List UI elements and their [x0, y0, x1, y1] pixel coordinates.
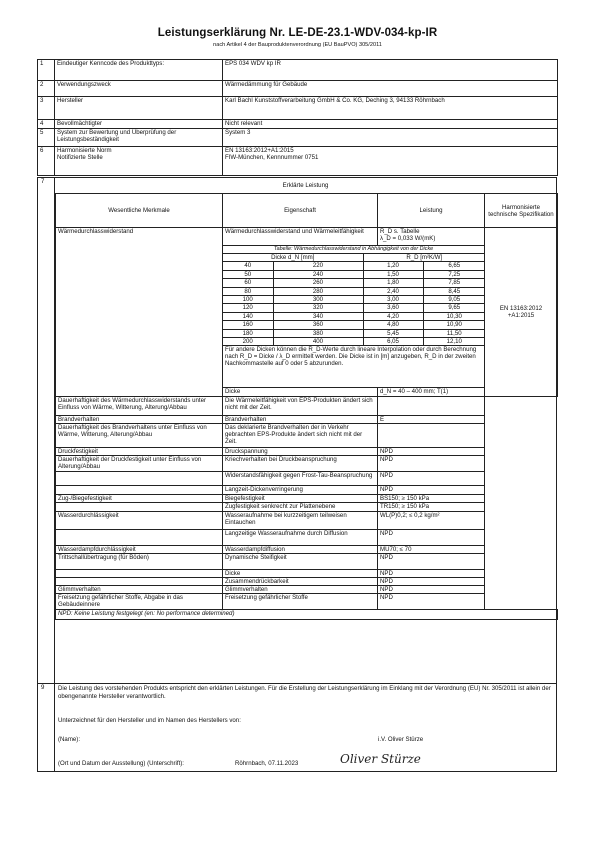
performance-cell: TR150; ≥ 150 kPa	[378, 503, 485, 512]
resistance-min: 1,20	[363, 262, 423, 270]
thickness-table-caption: Tabelle: Wärmedurchlasswiderstand in Abhängigkeit von der Dicke	[273, 246, 434, 252]
feature-cell: Dauerhaftigkeit des Brandverhaltens unter Einfluss von Wärme, Witterung, Alterung/Abbau	[56, 424, 223, 448]
feature-cell: Wasserdurchlässigkeit	[56, 512, 223, 530]
thickness-min: 140	[223, 312, 273, 320]
property-cell: Zugfestigkeit senkrecht zur Plattenebene	[223, 503, 378, 512]
resistance-max: 11,50	[423, 329, 485, 337]
signature: Oliver Stürze	[340, 752, 421, 766]
thickness-max: 320	[273, 304, 363, 312]
resistance-min: 2,40	[363, 287, 423, 295]
thickness-max: 240	[273, 270, 363, 278]
performance-row	[56, 472, 558, 486]
performance-rd: R_D s. Tabelle	[380, 228, 420, 235]
performance-row	[56, 397, 558, 416]
performance-cell: E	[378, 416, 485, 424]
npd-note: NPD: Keine Leistung festgelegt (en: No performance determined)	[56, 610, 558, 620]
feature-cell: Dauerhaftigkeit der Druckfestigkeit unter Einfluss von Alterung/Abbau	[56, 456, 223, 472]
signed-for-text: Unterzeichnet für den Hersteller und im Namen des Herstellers von:	[58, 717, 241, 724]
section-9	[37, 684, 557, 772]
thickness-row	[223, 321, 485, 329]
resistance-min: 3,60	[363, 304, 423, 312]
col-header-feature: Wesentliche Merkmale	[56, 194, 223, 228]
performance-cell: BS150; ≥ 150 kPa	[378, 495, 485, 503]
section-number: 9	[38, 684, 55, 771]
feature-cell	[56, 570, 223, 578]
performance-row	[56, 456, 558, 472]
resistance-header: R_D [m²K/W]	[363, 254, 485, 262]
performance-row	[56, 554, 558, 570]
resistance-min: 1,80	[363, 279, 423, 287]
feature-cell: Trittschallübertragung (für Böden)	[56, 554, 223, 570]
thickness-row	[223, 296, 485, 304]
row-number: 1	[38, 60, 55, 81]
resistance-min: 4,80	[363, 321, 423, 329]
performance-row	[56, 503, 558, 512]
feature-cell	[56, 472, 223, 486]
resistance-max: 9,05	[423, 296, 485, 304]
feature-cell: Freisetzung gefährlicher Stoffe, Abgabe in das Gebäudeinnere	[56, 594, 223, 610]
thickness-row	[223, 279, 485, 287]
document-subtitle: nach Artikel 4 der Bauproduktenverordnung (EU BauPVO) 305/2011	[213, 42, 382, 48]
property-cell: Wasseraufnahme bei kurzzeitigem teilweisen Eintauchen	[223, 512, 378, 530]
thickness-min: 200	[223, 338, 273, 346]
thickness-max: 400	[273, 338, 363, 346]
property-cell: Die Wärmeleitfähigkeit von EPS-Produkten ändert sich nicht mit der Zeit.	[223, 397, 378, 416]
property-cell: Langzeitige Wasseraufnahme durch Diffusion	[223, 530, 378, 546]
performance-cell: MU70; ≤ 70	[378, 546, 485, 554]
feature-cell: Glimmverhalten	[56, 586, 223, 594]
row-number: 4	[38, 120, 55, 129]
name-value: i.V. Oliver Stürze	[378, 736, 424, 743]
feature-cell: Brandverhalten	[56, 416, 223, 424]
property-cell: Brandverhalten	[223, 416, 378, 424]
resistance-min: 5,45	[363, 329, 423, 337]
row-value: EPS 034 WDV kp IR	[223, 60, 558, 81]
thickness-row	[223, 338, 485, 346]
thickness-row	[223, 262, 485, 270]
performance-cell: NPD	[378, 586, 485, 594]
resistance-max: 7,25	[423, 270, 485, 278]
col-header-spec: Harmonisierte technische Spezifikation	[485, 194, 558, 228]
row-value: System 3	[223, 129, 558, 147]
resistance-max: 6,65	[423, 262, 485, 270]
feature-cell	[56, 578, 223, 586]
feature-cell: Druckfestigkeit	[56, 448, 223, 456]
resistance-min: 4,20	[363, 312, 423, 320]
feature-thermal: Wärmedurchlasswiderstand	[56, 228, 223, 397]
thickness-min: 100	[223, 296, 273, 304]
thickness-max: 380	[273, 329, 363, 337]
document-title: Leistungserklärung Nr. LE-DE-23.1-WDV-034-kp-IR	[157, 27, 438, 39]
row-label: System zur Bewertung und Überprüfung der Leistungsbeständigkeit	[55, 129, 223, 147]
performance-cell: NPD	[378, 486, 485, 495]
thickness-min: 80	[223, 287, 273, 295]
thickness-row	[223, 329, 485, 337]
performance-thermal	[378, 228, 485, 246]
col-header-property: Eigenschaft	[223, 194, 378, 228]
row-value: Karl Bachl Kunststoffverarbeitung GmbH & Co. KG, Deching 3, 94133 Röhrnbach	[223, 97, 558, 120]
feature-cell	[56, 530, 223, 546]
section-number: 7	[38, 178, 55, 683]
performance-cell: NPD	[378, 554, 485, 570]
resistance-min: 6,05	[363, 338, 423, 346]
row-label: Eindeutiger Kenncode des Produkttyps:	[55, 60, 223, 81]
feature-cell: Zug-/Biegefestigkeit	[56, 495, 223, 503]
performance-row	[56, 424, 558, 448]
performance-cell	[378, 424, 485, 448]
performance-row	[56, 486, 558, 495]
resistance-max: 10,90	[423, 321, 485, 329]
property-cell: Dynamische Steifigkeit	[223, 554, 378, 570]
feature-cell: Dauerhaftigkeit des Wärmedurchlasswiderstands unter Einfluss von Wärme, Witterung, Alterung/Abbau	[56, 397, 223, 416]
thickness-header: Dicke d_N [mm]	[223, 254, 363, 262]
performance-cell: WL(P)0,2; ≤ 0,2 kg/m²	[378, 512, 485, 530]
property-cell: Langzeit-Dickenverringerung	[223, 486, 378, 495]
property-cell: Glimmverhalten	[223, 586, 378, 594]
performance-thickness: d_N = 40 – 400 mm; T(1)	[378, 388, 485, 397]
property-cell: Freisetzung gefährlicher Stoffe	[223, 594, 378, 610]
name-label: (Name):	[58, 736, 81, 743]
thickness-min: 60	[223, 279, 273, 287]
performance-row	[56, 416, 558, 424]
property-cell: Das deklarierte Brandverhalten der in Verkehr gebrachten EPS-Produkte ändert sich nicht mit der Zeit.	[223, 424, 378, 448]
resistance-max: 7,85	[423, 279, 485, 287]
thickness-table-header	[223, 254, 485, 262]
performance-table	[55, 193, 558, 620]
thickness-min: 180	[223, 329, 273, 337]
thickness-max: 220	[273, 262, 363, 270]
performance-row	[56, 495, 558, 503]
thickness-row	[223, 287, 485, 295]
performance-row	[56, 530, 558, 546]
thickness-table-cell	[223, 246, 485, 346]
thickness-min: 160	[223, 321, 273, 329]
performance-row	[56, 448, 558, 456]
performance-cell	[378, 397, 485, 416]
thickness-row	[223, 304, 485, 312]
thickness-max: 340	[273, 312, 363, 320]
performance-cell: NPD	[378, 472, 485, 486]
performance-cell: NPD	[378, 594, 485, 610]
place-date-label: (Ort und Datum der Ausstellung) (Unterschrift):	[58, 760, 184, 767]
resistance-min: 1,50	[363, 270, 423, 278]
thickness-min: 50	[223, 270, 273, 278]
conformity-text: Die Leistung des vorstehenden Produkts entspricht den erklärten Leistungen. Für die Erstellung der Leistungserklärung im Einklang mit der Verordnung (EU) Nr. 305/2011 ist allein der obengenannte Hersteller verantwortlich.	[58, 685, 551, 700]
resistance-max: 8,45	[423, 287, 485, 295]
col-header-performance: Leistung	[378, 194, 485, 228]
resistance-min: 3,00	[363, 296, 423, 304]
declaration-header-table	[37, 59, 558, 176]
thickness-max: 280	[273, 287, 363, 295]
row-number: 3	[38, 97, 55, 120]
row-label: Hersteller	[55, 97, 223, 120]
row-number: 2	[38, 81, 55, 97]
section-caption: Erklärte Leistung	[282, 182, 329, 189]
performance-row	[56, 546, 558, 554]
property-cell: Zusammendrückbarkeit	[223, 578, 378, 586]
harmonised-spec: EN 13163:2012 +A1:2015	[485, 228, 558, 397]
thickness-max: 300	[273, 296, 363, 304]
performance-cell: NPD	[378, 578, 485, 586]
row-number: 5	[38, 129, 55, 147]
resistance-max: 12,10	[423, 338, 485, 346]
interpolation-note: Für andere Dicken können die R_D-Werte durch lineare Interpolation oder durch Berechnung nach R_D = Dicke / λ_D ermittelt werden. Die Dicke ist in [m] anzugeben, R_D in der zweiten Nachkommastelle auf 0 oder 5 abzurunden.	[223, 346, 485, 388]
property-cell: Dicke	[223, 570, 378, 578]
resistance-max: 9,65	[423, 304, 485, 312]
performance-row	[56, 570, 558, 578]
place-date-value: Röhrnbach, 07.11.2023	[235, 760, 299, 767]
property-cell: Druckspannung	[223, 448, 378, 456]
feature-cell	[56, 486, 223, 495]
thickness-max: 260	[273, 279, 363, 287]
performance-cell: NPD	[378, 456, 485, 472]
row-number: 6	[38, 147, 55, 176]
thickness-min: 40	[223, 262, 273, 270]
thickness-max: 360	[273, 321, 363, 329]
property-thickness: Dicke	[223, 388, 378, 397]
row-label: Bevollmächtigter	[55, 120, 223, 129]
thickness-row	[223, 312, 485, 320]
row-label: Harmonisierte Norm Notifizierte Stelle	[55, 147, 223, 176]
thickness-table	[223, 253, 485, 345]
feature-cell: Wasserdampfdurchlässigkeit	[56, 546, 223, 554]
feature-cell	[56, 503, 223, 512]
property-cell: Biegefestigkeit	[223, 495, 378, 503]
row-value: EN 13163:2012+A1:2015 FIW-München, Kennnummer 0751	[223, 147, 558, 176]
performance-row	[56, 586, 558, 594]
property-cell: Kriechverhalten bei Druckbeanspruchung	[223, 456, 378, 472]
performance-lambda: λ_D = 0,033 W/(mK)	[380, 235, 436, 242]
performance-row	[56, 594, 558, 610]
thickness-row	[223, 270, 485, 278]
row-label: Verwendungszweck	[55, 81, 223, 97]
performance-cell: NPD	[378, 570, 485, 578]
property-cell: Widerstandsfähigkeit gegen Frost-Tau-Beanspruchung	[223, 472, 378, 486]
row-value: Wärmedämmung für Gebäude	[223, 81, 558, 97]
property-thermal: Wärmedurchlasswiderstand und Wärmeleitfähigkeit	[223, 228, 378, 246]
thickness-min: 120	[223, 304, 273, 312]
row-value: Nicht relevant	[223, 120, 558, 129]
property-cell: Wasserdampfdiffusion	[223, 546, 378, 554]
performance-row	[56, 512, 558, 530]
performance-cell: NPD	[378, 530, 485, 546]
performance-cell: NPD	[378, 448, 485, 456]
performance-row	[56, 578, 558, 586]
resistance-max: 10,30	[423, 312, 485, 320]
